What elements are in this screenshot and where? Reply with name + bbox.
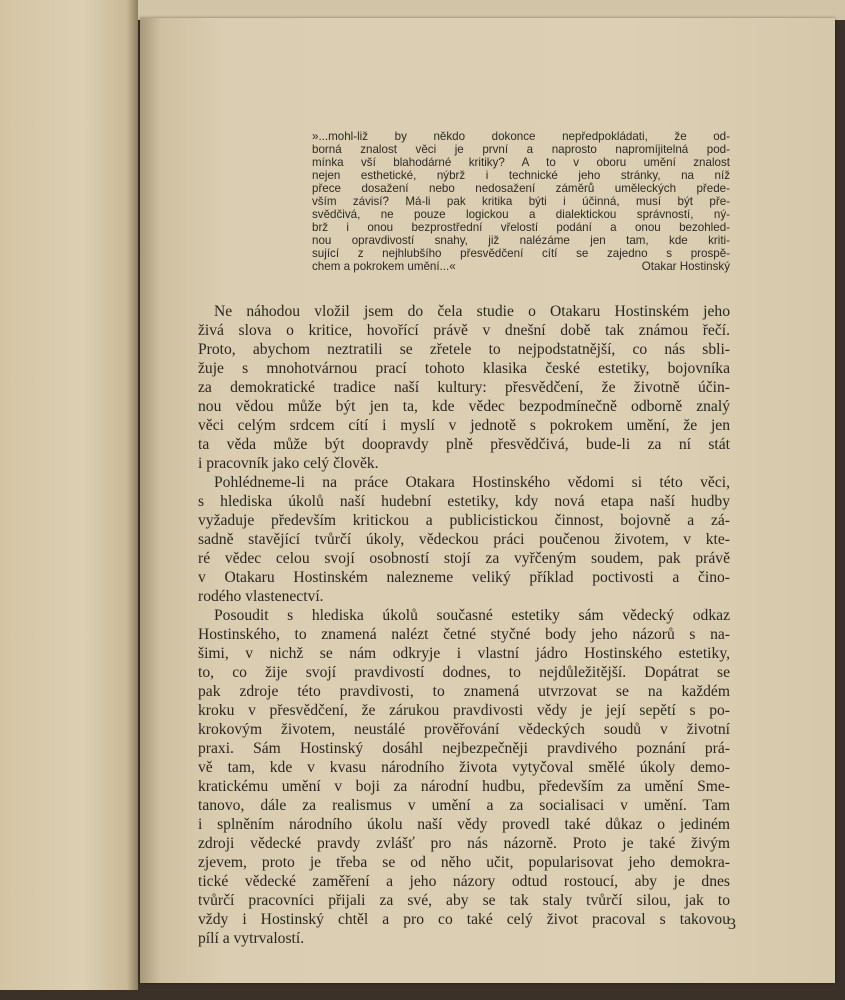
text-line: vždy i Hostinský chtěl a pro co také celý život pracoval s takovou (198, 911, 730, 928)
left-page (0, 0, 138, 990)
text-line: za demokratické tradice naší kultury: přesvědčení, že životně účin- (198, 379, 730, 396)
quote-line: borná znalost věci je první a naprosto napromíjitelná pod- (312, 143, 730, 156)
quote-line: vším závisí? Má-li pak kritika býti i účinná, musí být pře- (312, 195, 730, 208)
paragraph (198, 606, 730, 948)
text-line: kratickému umění v boji za národní hudbu, především za umění Sme- (198, 778, 730, 795)
text-line: tanovo, dále za realismus v umění a za socialisaci v umění. Tam (198, 797, 730, 814)
right-page (140, 18, 835, 983)
text-line: vě tam, kde v kvasu národního života vytyčoval smělé úkoly demo- (198, 759, 730, 776)
text-line: tické vědecké zaměření a jeho názory odtud rostoucí, aby je dnes (198, 873, 730, 890)
text-line: nou vědou může být jen ta, kde vědec bezpodmínečně odborně znalý (198, 398, 730, 415)
text-line: pílí a vytrvalostí. (198, 930, 305, 947)
quote-line: sující z nejhlubšího přesvědčení cítí se zajedno s prospě- (312, 247, 730, 260)
text-line: kroku v přesvědčení, že zárukou pravdivosti vědy je její sepětí s po- (198, 702, 730, 719)
text-line: to, co žije svojí pravdivostí dodnes, to nejdůležitější. Dopátrat se (198, 664, 730, 681)
text-line: Proto, abychom neztratili se zřetele to nejpodstatnější, co nás sbli- (198, 341, 730, 358)
text-line: i pracovník jako celý člověk. (198, 455, 379, 472)
quote-line: nejen esthetické, nýbrž i technické jeho stránky, na níž (312, 169, 730, 182)
paragraph (198, 473, 730, 606)
text-line: i splněním národního úkolu naší vědy provedl také důkaz o jediném (198, 816, 730, 833)
text-line: živá slova o kritice, hovořící právě v dnešní době tak známou řečí. (198, 322, 730, 339)
page-number: 3 (728, 916, 736, 933)
quote-line: »...mohl-liž by někdo dokonce nepředpokládati, že od- (312, 130, 730, 143)
text-line: krokovým životem, neustálé prověřování vědeckých soudů v životní (198, 721, 730, 738)
text-line: zjevem, proto je třeba se od něho učit, popularisovat jeho demokra- (198, 854, 730, 871)
text-line: pak zdroje této pravdivosti, to znamená utvrzovat se na každém (198, 683, 730, 700)
quote-author: Otakar Hostinský (641, 260, 730, 273)
text-line: sadně stavějící tvůrčí úkoly, vědeckou práci poučenou životem, v kte- (198, 531, 730, 548)
text-line: ré vědec celou svojí osobností stojí za vyřčeným soudem, pak právě (198, 550, 730, 567)
epigraph-quote (312, 130, 730, 273)
paragraph (198, 302, 730, 473)
text-line: zdroji vědecké pravdy zvlášť pro nás názorně. Proto je také živým (198, 835, 730, 852)
body-text (198, 302, 730, 948)
quote-ending: chem a pokrokem umění...« (312, 260, 456, 273)
quote-line: svědčivá, ne pouze logickou a dialektickou správností, ný- (312, 208, 730, 221)
text-line: Hostinského, to znamená nalézt četné styčné body jeho názorů s na- (198, 626, 730, 643)
text-line: praxi. Sám Hostinský dosáhl nejbezpečněji pravdivého poznání prá- (198, 740, 730, 757)
text-line: vyžaduje především kritickou a publicistickou činnost, bojovně a zá- (198, 512, 730, 529)
text-line: věci celým srdcem cítí i myslí v jednotě s pokrokem umění, že jen (198, 417, 730, 434)
text-line: žuje s mnohotvárnou prací tohoto klasika české estetiky, bojovníka (198, 360, 730, 377)
page-top-edge (138, 0, 845, 20)
quote-line: mínka vší blahodárné kritiky? A to v oboru umění znalost (312, 156, 730, 169)
text-line: šimi, v nichž se nám odkryje i vlastní jádro Hostinského estetiky, (198, 645, 730, 662)
quote-last-line (312, 260, 730, 273)
quote-line: přece dosažení nebo nedosažení záměrů uměleckých přede- (312, 182, 730, 195)
text-line: s hlediska úkolů naší hudební estetiky, kdy nová etapa naší hudby (198, 493, 730, 510)
text-line: Pohlédneme-li na práce Otakara Hostinského vědomi si této věci, (214, 474, 730, 491)
quote-line: nou opravdivostí snahy, již nalézáme jen tam, kde kriti- (312, 234, 730, 247)
quote-line: brž i onou bezprostřední vřelostí podání a onou bezohled- (312, 221, 730, 234)
text-line: ta věda může být doopravdy plně přesvědčivá, bude-li za ní stát (198, 436, 730, 453)
text-line: Posoudit s hlediska úkolů současné estetiky sám vědecký odkaz (214, 607, 730, 624)
text-line: tvůrčí pracovníci přijali za své, aby se tak staly tvůrčí silou, jak to (198, 892, 730, 909)
text-line: rodého vlastenectví. (198, 588, 324, 605)
text-line: Ne náhodou vložil jsem do čela studie o Otakaru Hostinském jeho (214, 303, 730, 320)
text-line: v Otakaru Hostinském nalezneme veliký příklad poctivosti a čino- (198, 569, 730, 586)
